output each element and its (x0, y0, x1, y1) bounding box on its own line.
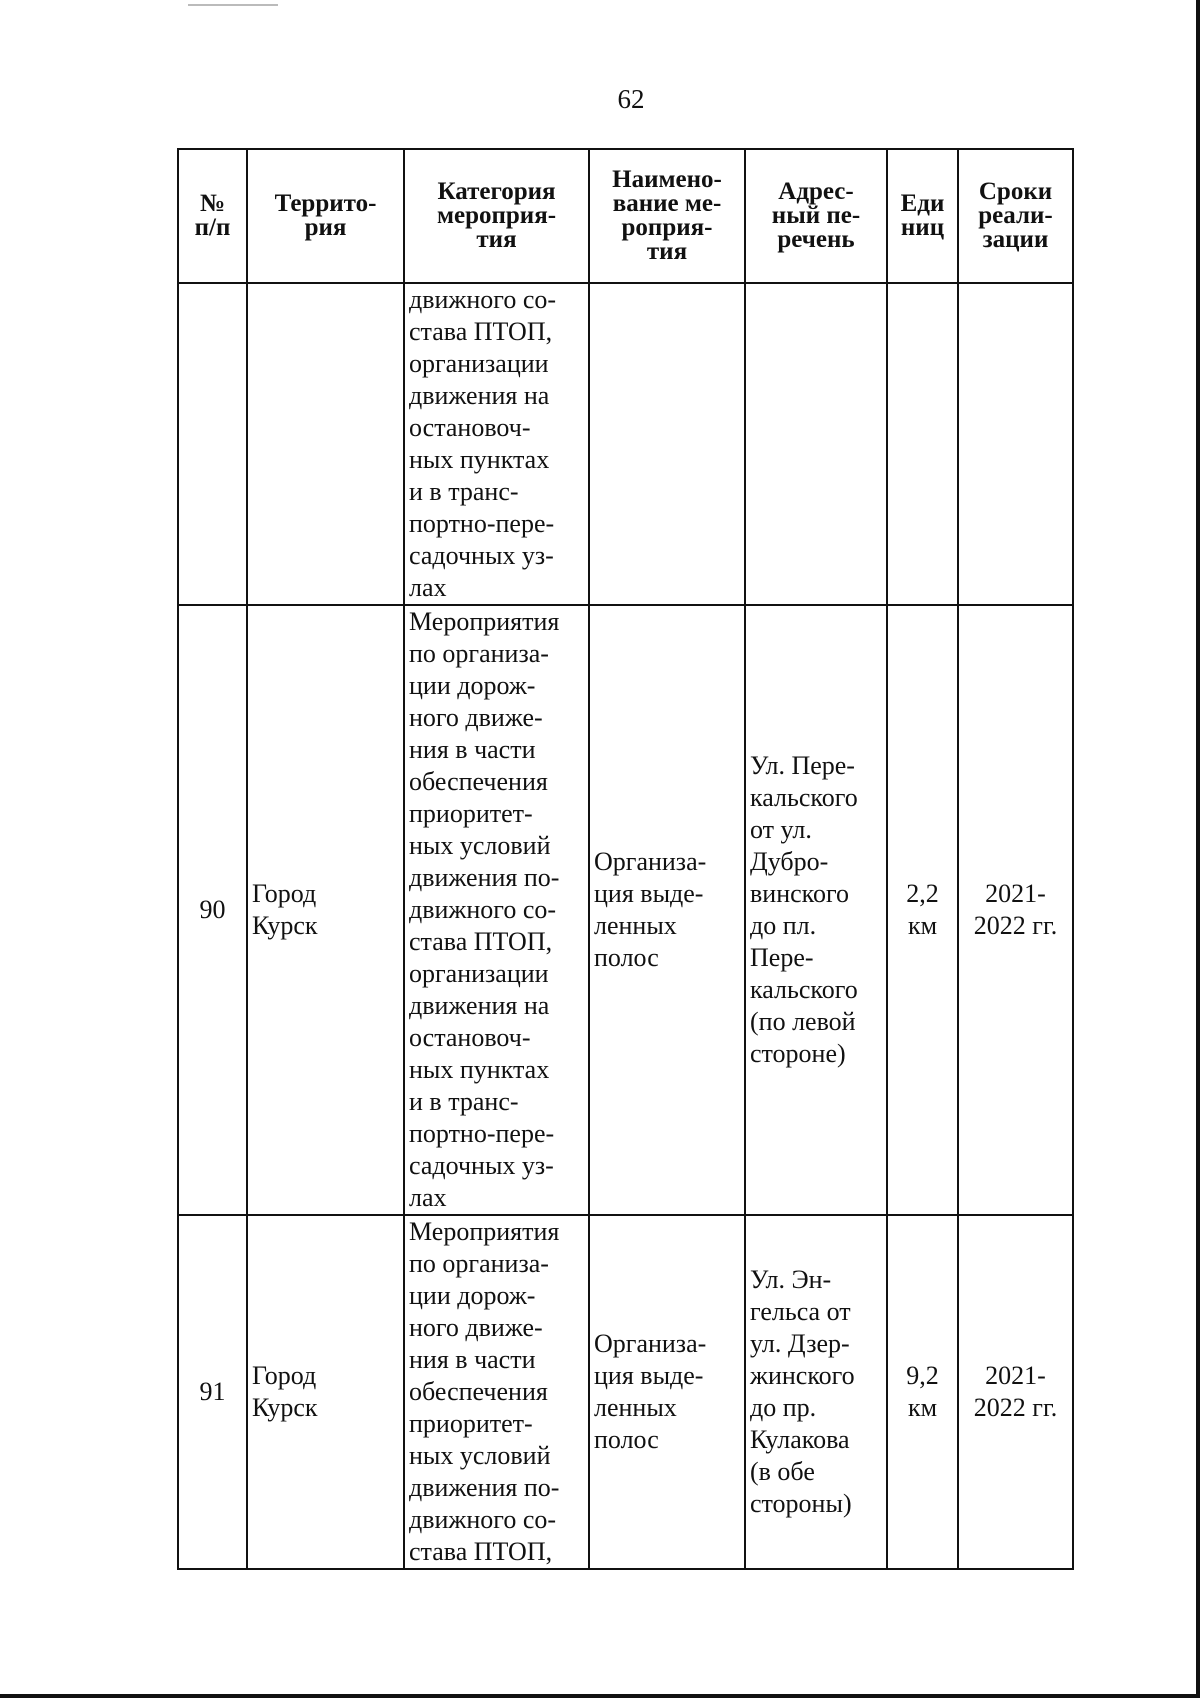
scan-edge-right (1196, 0, 1200, 1698)
scan-edge-bottom (0, 1694, 1200, 1698)
table-header-row (178, 149, 1073, 283)
table-row (178, 283, 1073, 605)
row-units (887, 283, 958, 605)
row-territory: Город Курск (247, 1215, 404, 1569)
row-event-name: Организа- ция выде- ленных полос (589, 1215, 745, 1569)
row-period: 2021- 2022 гг. (958, 605, 1073, 1215)
header-number: № п/п (178, 149, 247, 283)
header-territory: Террито- рия (247, 149, 404, 283)
table-row (178, 605, 1073, 1215)
header-implementation-period: Сроки реали- зации (958, 149, 1073, 283)
row-territory: Город Курск (247, 605, 404, 1215)
row-event-name (589, 283, 745, 605)
row-number: 90 (178, 605, 247, 1215)
row-number (178, 283, 247, 605)
row-event-name: Организа- ция выде- ленных полос (589, 605, 745, 1215)
header-category: Категория мероприя- тия (404, 149, 589, 283)
page-number: 62 (617, 84, 645, 114)
row-period (958, 283, 1073, 605)
header-address-list: Адрес- ный пе- речень (745, 149, 887, 283)
row-address: Ул. Пере- кальского от ул. Дубро- винского до пл. Пере- кальского (по левой стороне) (745, 605, 887, 1215)
row-number: 91 (178, 1215, 247, 1569)
header-units: Еди ниц (887, 149, 958, 283)
scan-artifact (188, 4, 278, 6)
row-category: движного со- става ПТОП, организации движения на остановоч- ных пунктах и в транс- портно-пере- садочных уз- лах (404, 283, 589, 605)
row-period: 2021- 2022 гг. (958, 1215, 1073, 1569)
row-units: 2,2 км (887, 605, 958, 1215)
row-address (745, 283, 887, 605)
row-territory (247, 283, 404, 605)
row-category: Мероприятия по организа- ции дорож- ного движе- ния в части обеспечения приоритет- ных условий движения по- движного со- става ПТОП, организации движения на остановоч- ных пунктах и в транс- портно-пере- садочных уз- лах (404, 605, 589, 1215)
table-row (178, 1215, 1073, 1569)
events-table (177, 148, 1074, 1570)
row-units: 9,2 км (887, 1215, 958, 1569)
row-address: Ул. Эн- гельса от ул. Дзер- жинского до пр. Кулакова (в обе стороны) (745, 1215, 887, 1569)
header-event-name: Наимено- вание ме- роприя- тия (589, 149, 745, 283)
row-category: Мероприятия по организа- ции дорож- ного движе- ния в части обеспечения приоритет- ных условий движения по- движного со- става ПТОП, (404, 1215, 589, 1569)
